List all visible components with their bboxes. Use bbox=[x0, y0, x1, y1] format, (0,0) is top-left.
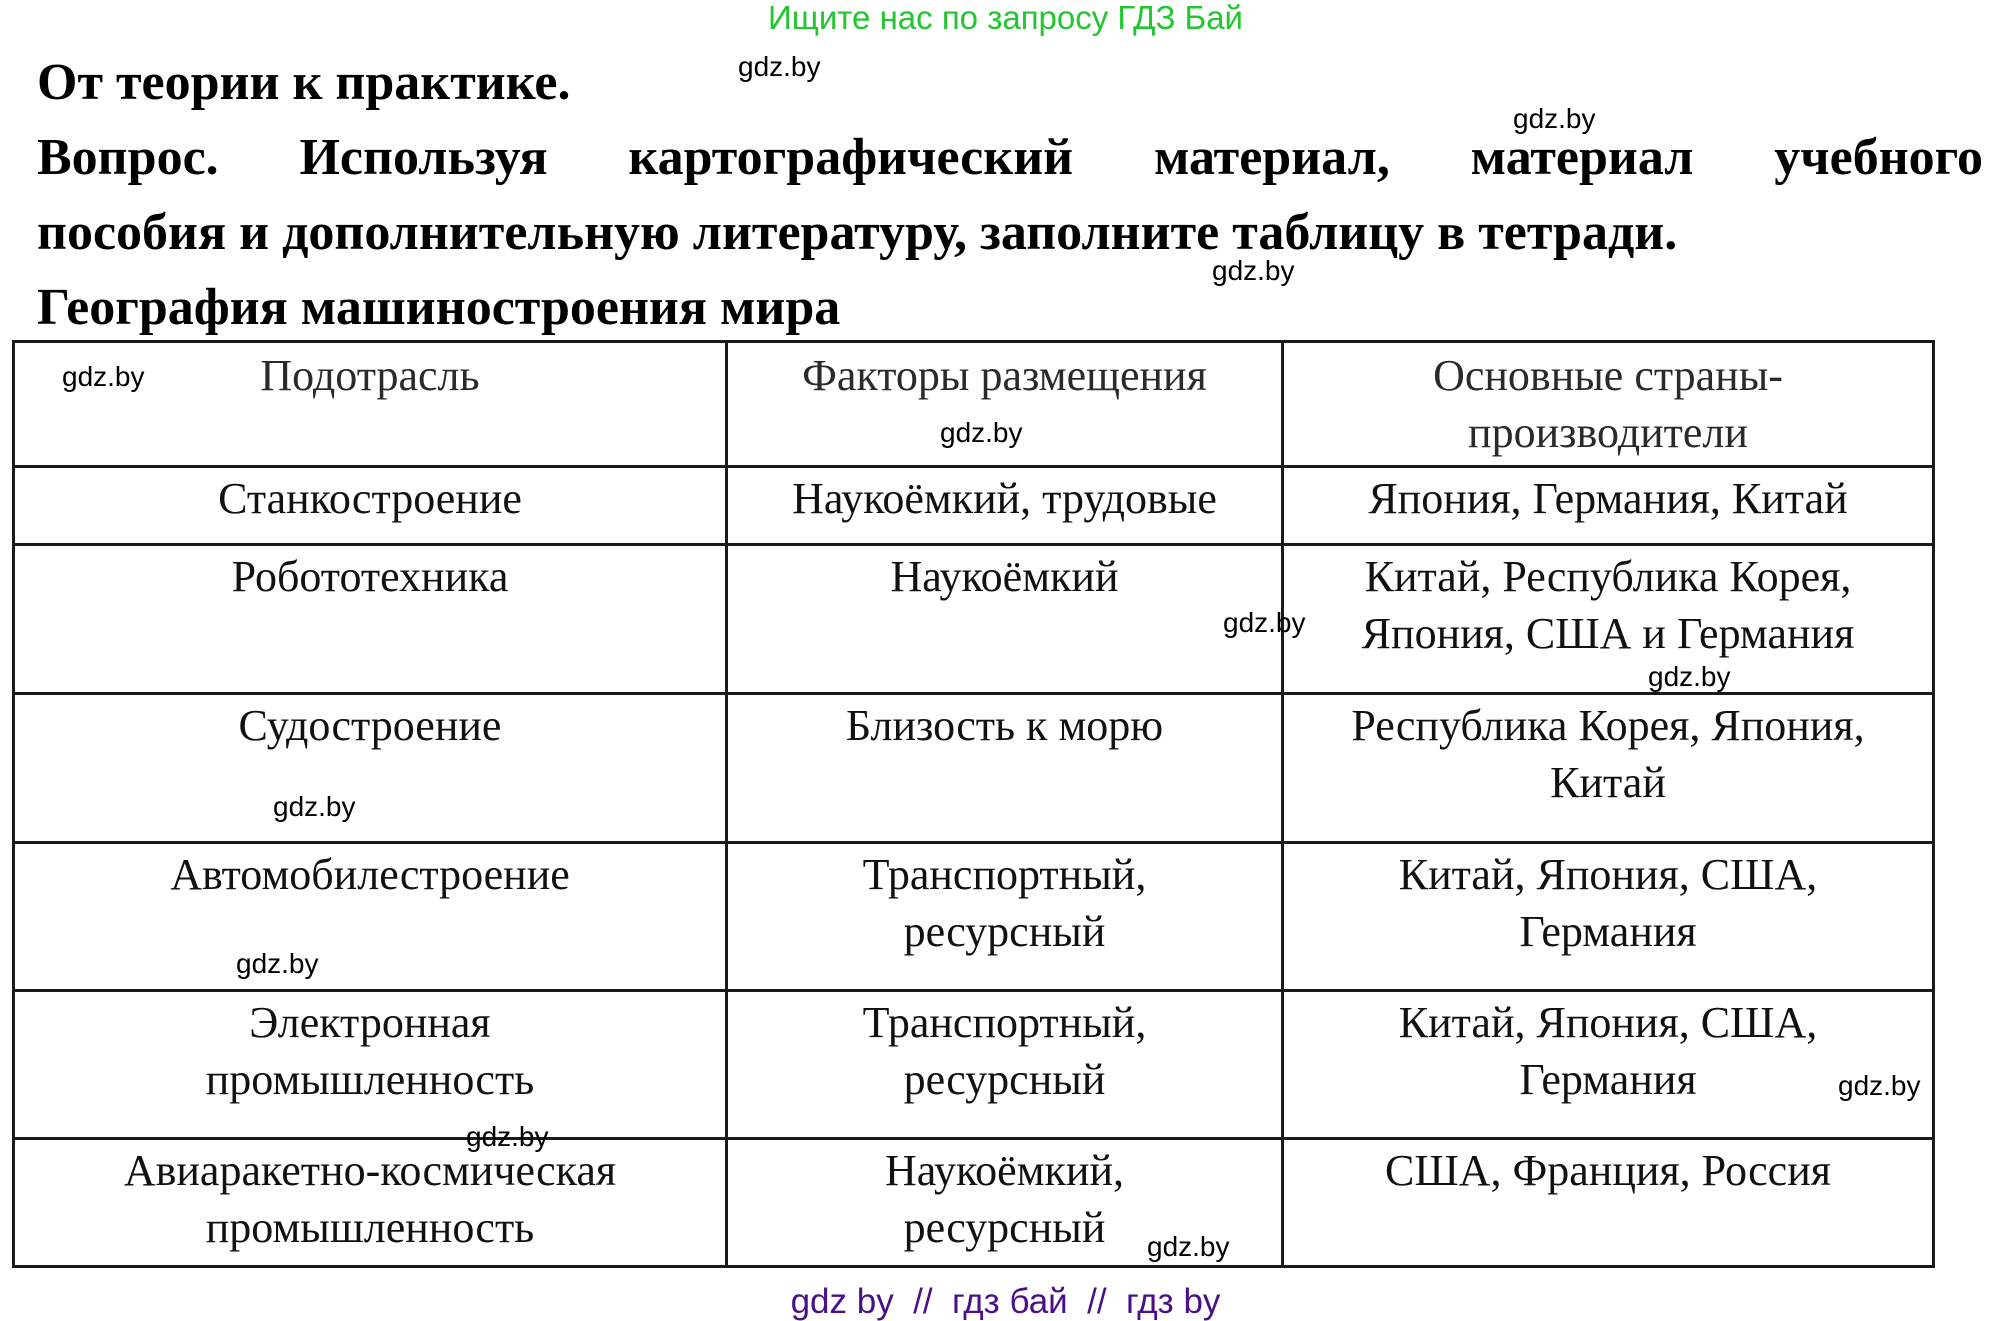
cell-branch bbox=[14, 843, 727, 991]
cell-text: ресурсный bbox=[903, 907, 1106, 956]
cell-factors bbox=[727, 467, 1283, 545]
table-row bbox=[14, 545, 1934, 694]
header-label: Подотрасль bbox=[260, 351, 480, 400]
cell-branch bbox=[14, 467, 727, 545]
cell-countries bbox=[1283, 694, 1934, 843]
cell-factors bbox=[727, 843, 1283, 991]
cell-text: Германия bbox=[1519, 1055, 1697, 1104]
header-countries bbox=[1283, 342, 1934, 467]
cell-text: Транспортный, bbox=[862, 998, 1147, 1047]
cell-countries bbox=[1283, 991, 1934, 1139]
cell-text: Робототехника bbox=[231, 552, 509, 601]
watermark: gdz.by bbox=[1838, 1070, 1921, 1101]
cell-text: ресурсный bbox=[903, 1055, 1106, 1104]
table-row bbox=[14, 467, 1934, 545]
cell-text: Китай, Япония, США, bbox=[1398, 998, 1818, 1047]
cell-text: Близость к морю bbox=[845, 701, 1164, 750]
cell-countries bbox=[1283, 545, 1934, 694]
cell-text: Авиаракетно-космическая bbox=[123, 1146, 617, 1195]
watermark: gdz.by bbox=[1223, 607, 1306, 638]
watermark: gdz.by bbox=[1648, 661, 1731, 692]
question-line-2: пособия и дополнительную литературу, заполните таблицу в тетради. bbox=[37, 204, 1678, 261]
cell-text: Япония, Германия, Китай bbox=[1368, 474, 1848, 523]
search-banner-text: Ищите нас по запросу ГДЗ Бай bbox=[768, 0, 1243, 36]
cell-text: Наукоёмкий, bbox=[884, 1146, 1125, 1195]
cell-text: промышленность bbox=[205, 1055, 535, 1104]
cell-text: Электронная bbox=[249, 998, 491, 1047]
header-label: Основные страны- bbox=[1433, 351, 1783, 400]
cell-branch bbox=[14, 545, 727, 694]
cell-factors bbox=[727, 991, 1283, 1139]
cell-factors bbox=[727, 545, 1283, 694]
cell-text: Транспортный, bbox=[862, 850, 1147, 899]
cell-text: США, Франция, Россия bbox=[1385, 1146, 1831, 1195]
cell-branch bbox=[14, 694, 727, 843]
cell-countries bbox=[1283, 467, 1934, 545]
watermark: gdz.by bbox=[1513, 103, 1596, 134]
footer-links: gdz by // гдз бай // гдз by bbox=[790, 1282, 1221, 1321]
question-line-1: Вопрос. Используя картографический материал, материал учебного bbox=[37, 129, 1983, 186]
watermark: gdz.by bbox=[1212, 255, 1295, 286]
search-banner bbox=[0, 0, 2011, 36]
section-title: От теории к практике. bbox=[37, 54, 571, 111]
cell-text: ресурсный bbox=[903, 1203, 1106, 1252]
header-label: производители bbox=[1468, 408, 1748, 457]
cell-text: Наукоёмкий, трудовые bbox=[792, 474, 1217, 523]
watermark: gdz.by bbox=[1147, 1231, 1230, 1262]
cell-text: Наукоёмкий bbox=[890, 552, 1119, 601]
cell-text: Япония, США и Германия bbox=[1361, 609, 1855, 658]
cell-text: Китай, Япония, США, bbox=[1398, 850, 1818, 899]
watermark: gdz.by bbox=[236, 948, 319, 979]
cell-text: Автомобилестроение bbox=[170, 850, 570, 899]
cell-text: Республика Корея, Япония, bbox=[1351, 701, 1865, 750]
cell-text: промышленность bbox=[205, 1203, 535, 1252]
cell-factors bbox=[727, 694, 1283, 843]
watermark: gdz.by bbox=[738, 51, 821, 82]
watermark: gdz.by bbox=[466, 1121, 549, 1152]
cell-text: Станкостроение bbox=[218, 474, 522, 523]
watermark: gdz.by bbox=[62, 361, 145, 392]
table-row bbox=[14, 1139, 1934, 1267]
cell-text: Китай, Республика Корея, bbox=[1364, 552, 1852, 601]
table-row bbox=[14, 991, 1934, 1139]
header-label: Факторы размещения bbox=[802, 351, 1207, 400]
watermark: gdz.by bbox=[273, 791, 356, 822]
table-title: География машиностроения мира bbox=[37, 279, 841, 336]
cell-branch bbox=[14, 991, 727, 1139]
cell-text: Судостроение bbox=[238, 701, 502, 750]
watermark: gdz.by bbox=[940, 417, 1023, 448]
cell-countries bbox=[1283, 843, 1934, 991]
cell-countries bbox=[1283, 1139, 1934, 1267]
cell-text: Китай bbox=[1550, 758, 1666, 807]
cell-text: Германия bbox=[1519, 907, 1697, 956]
cell-branch bbox=[14, 1139, 727, 1267]
